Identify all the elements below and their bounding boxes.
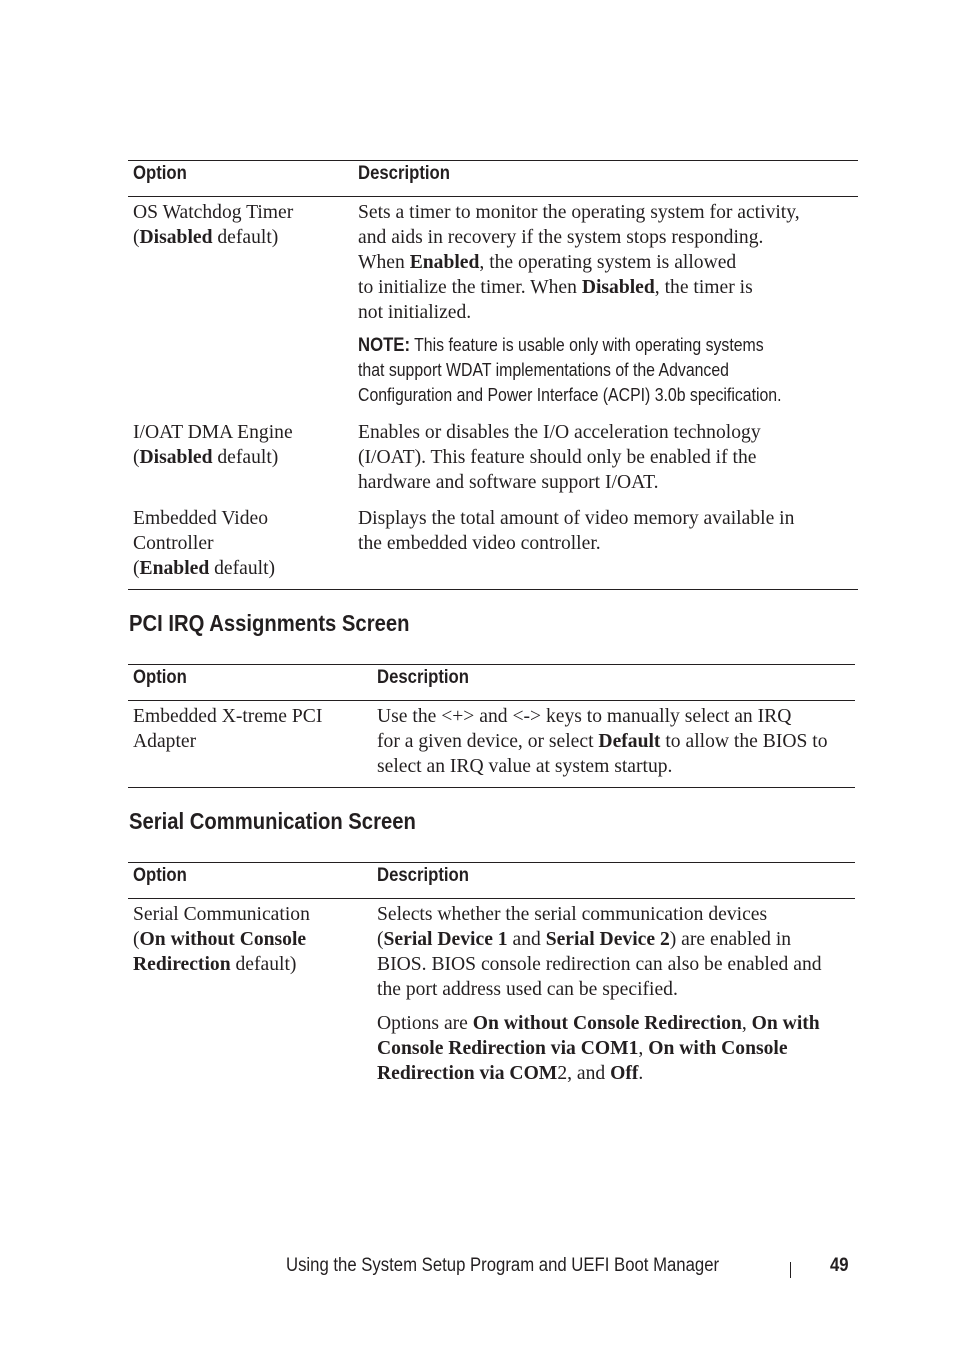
column-header-description: Description [377,667,469,688]
options-table-1 [128,160,858,590]
page-number: 49 [830,1255,849,1276]
options-table-pci-irq [128,664,855,788]
table-top-rule [128,862,855,863]
column-header-description: Description [377,865,469,886]
column-header-option: Option [133,163,187,184]
description-ioat-dma-engine: Enables or disables the I/O acceleration technology (I/OAT). This feature should only be enabled if the hardware and software support I/OAT. [358,422,761,493]
section-title-pci-irq: PCI IRQ Assignments Screen [129,610,410,636]
description-embedded-xtreme-pci-adapter: Use the <+> and <-> keys to manually select an IRQ for a given device, or select Default to allow the BIOS to select an IRQ value at system startup. [377,706,828,777]
option-ioat-dma-engine: I/OAT DMA Engine (Disabled default) [133,422,293,468]
footer-separator [790,1262,791,1278]
table-bottom-rule [128,787,855,788]
option-serial-communication: Serial Communication (On without Console Redirection default) [133,904,310,975]
option-embedded-video-controller: Embedded Video Controller (Enabled default) [133,508,276,579]
note-wdat: NOTE: This feature is usable only with operating systems that support WDAT implementations of the Advanced Configuration and Power Interface (ACPI) 3.0b specification. [358,335,782,405]
option-os-watchdog-timer: OS Watchdog Timer (Disabled default) [133,202,294,248]
note-label: NOTE: [358,335,411,356]
header-rule [128,700,855,701]
table-top-rule [128,664,855,665]
option-embedded-xtreme-pci-adapter: Embedded X-treme PCI Adapter [133,706,323,752]
table-top-rule [128,160,858,161]
running-footer-title: Using the System Setup Program and UEFI Boot Manager [286,1255,720,1276]
description-os-watchdog-timer: Sets a timer to monitor the operating system for activity, and aids in recovery if the system stops responding. When Enabled, the operating system is allowed to initialize the timer. When Disabled, the timer is not initialized. [358,202,800,323]
description-embedded-video-controller: Displays the total amount of video memory available in the embedded video controller. [358,508,795,554]
section-title-serial-communication: Serial Communication Screen [129,808,416,834]
options-table-serial-communication [128,862,855,1092]
table-bottom-rule [128,589,858,590]
column-header-description: Description [358,163,450,184]
header-rule [128,898,855,899]
column-header-option: Option [133,667,187,688]
column-header-option: Option [133,865,187,886]
description-serial-options: Options are On without Console Redirection, On with Console Redirection via COM1, On with Console Redirection via COM2, and Off. [377,1013,820,1084]
header-rule [128,196,858,197]
description-serial-communication: Selects whether the serial communication devices (Serial Device 1 and Serial Device 2) are enabled in BIOS. BIOS console redirection can also be enabled and the port address used can be specified. [377,904,822,1000]
